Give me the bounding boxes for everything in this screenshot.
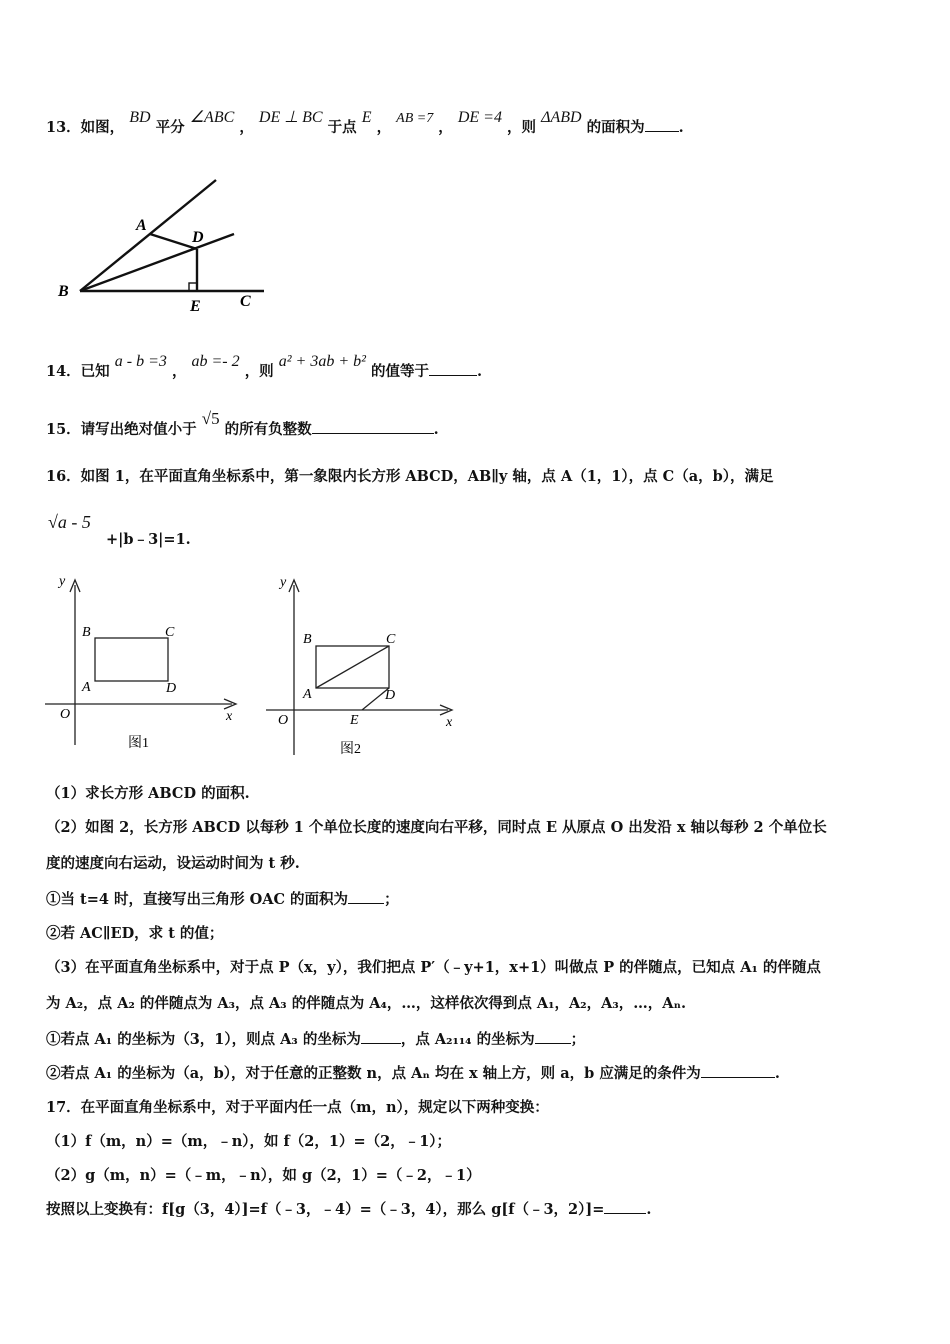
q13-text: 于点 (327, 119, 357, 136)
fig1-label-b: B (82, 625, 91, 640)
q13-text: ， (438, 119, 453, 136)
q16-line2: +|b﹣3|=1. (106, 531, 191, 548)
fig1-label-d: D (166, 681, 177, 696)
fig1-label-y: y (59, 574, 66, 589)
q13-math-perp: DE ⊥ BC (258, 109, 323, 126)
fig2-label-y: y (280, 575, 287, 590)
q16-part3-q2-blank[interactable] (701, 1063, 775, 1078)
q16-part3-q2-end: . (774, 1065, 780, 1082)
q15-math-sqrt: √5 (201, 409, 220, 428)
q13-text: ， (239, 119, 254, 136)
fig13-label-b: B (58, 283, 69, 300)
q13-answer-blank[interactable] (645, 117, 679, 132)
fig2-label-o: O (278, 713, 289, 728)
q13-math-angle: ∠ABC (189, 109, 235, 126)
q14-math-3: a² + 3ab + b² (278, 353, 366, 370)
fig1-label-c: C (165, 625, 175, 640)
q13-end: . (678, 119, 684, 136)
q17-line2: （1）f（m，n）=（m，﹣n），如 f（2，1）=（2，﹣1）； (46, 1133, 452, 1150)
q16-line1: 16．如图 1，在平面直角坐标系中，第一象限内长方形 ABCD，AB∥y 轴，点 A（1，1），点 C（a，b），满足 (46, 468, 774, 485)
q16-part2-line1: （2）如图 2，长方形 ABCD 以每秒 1 个单位长度的速度向右平移，同时点 E 从原点 O 出发沿 x 轴以每秒 2 个单位长 (46, 819, 827, 836)
fig13-label-a: A (136, 217, 147, 234)
q13-math-e: E (361, 109, 372, 126)
q13-text: 的面积为 (586, 119, 645, 136)
fig13-label-c: C (240, 293, 251, 310)
q16-part3-line2: 为 A₂，点 A₂ 的伴随点为 A₃，点 A₃ 的伴随点为 A₄，…，这样依次得到点 A₁，A₂，A₃，…，Aₙ. (46, 995, 687, 1012)
q13-number: 13．如图， (46, 119, 125, 136)
fig2-label-b: B (303, 632, 312, 647)
q15-line (46, 409, 439, 439)
q17-line4 (46, 1198, 651, 1219)
q17-line3: （2）g（m，n）=（﹣m，﹣n），如 g（2，1）=（﹣2，﹣1） (46, 1167, 481, 1184)
q16-part3-q2-text: ②若点 A₁ 的坐标为（a，b），对于任意的正整数 n，点 Aₙ 均在 x 轴上方，则 a，b 应满足的条件为 (46, 1065, 701, 1082)
q16-part3-line1: （3）在平面直角坐标系中，对于点 P（x，y），我们把点 P′（﹣y+1，x+1）叫做点 P 的伴随点，已知点 A₁ 的伴随点 (46, 959, 821, 976)
q16-part2-q1-text: ①当 t=4 时，直接写出三角形 OAC 的面积为 (46, 891, 349, 908)
fig2-caption: 图2 (340, 742, 361, 757)
q14-number: 14．已知 (46, 363, 110, 380)
q14-text: 的值等于 (371, 363, 429, 380)
fig1-label-x: x (226, 709, 233, 724)
q14-text: ，则 (244, 363, 274, 380)
q16-part3-q1-text: ①若点 A₁ 的坐标为（3，1），则点 A₃ 的坐标为 (46, 1031, 361, 1048)
q13-text: ， (376, 119, 392, 136)
fig2-label-e: E (350, 713, 359, 728)
q13-math-ab: AB =7 (396, 111, 434, 126)
q16-part2-q2: ②若 AC∥ED，求 t 的值； (46, 925, 224, 942)
q15-text: 的所有负整数 (224, 421, 312, 438)
q17-line4-text: 按照以上变换有：f[g（3，4）]=f（﹣3，﹣4）=（﹣3，4），那么 g[f（﹣3，2）]= (46, 1201, 605, 1218)
q14-line (46, 353, 483, 381)
q17-end: . (646, 1201, 652, 1218)
figure-2 (262, 570, 467, 760)
q16-part2-line2: 度的速度向右运动，设运动时间为 t 秒. (46, 855, 300, 872)
q16-part3-q2 (46, 1062, 780, 1083)
q17-line1: 17．在平面直角坐标系中，对于平面内任一点（m，n），规定以下两种变换： (46, 1099, 549, 1116)
q16-sqrt-expression: √a - 5 (48, 512, 91, 532)
q13-text: ，则 (507, 119, 537, 136)
q14-math-2: ab =- 2 (191, 353, 240, 370)
q14-text: ， (171, 363, 187, 380)
q16-part3-q1-end: ； (570, 1031, 586, 1048)
fig1-label-a: A (82, 680, 91, 695)
q15-number: 15．请写出绝对值小于 (46, 421, 197, 438)
fig1-label-o: O (60, 707, 71, 722)
fig2-label-d: D (385, 688, 396, 703)
figure-q13 (44, 172, 274, 322)
fig2-label-a: A (303, 687, 312, 702)
q13-math-bd: BD (129, 109, 151, 126)
q13-text: 平分 (155, 119, 185, 136)
q16-part2-q1-blank[interactable] (348, 889, 384, 904)
q16-part2-q1-end: ； (384, 891, 399, 908)
fig2-label-x: x (446, 715, 453, 730)
q16-part3-q1 (46, 1028, 585, 1049)
fig1-caption: 图1 (128, 736, 149, 751)
figure-1 (40, 570, 245, 755)
q13-line (46, 109, 684, 137)
q16-part2-q1 (46, 888, 399, 909)
q13-math-de: DE =4 (457, 109, 502, 126)
q13-math-triangle: ΔABD (541, 109, 582, 126)
q15-answer-blank[interactable] (312, 419, 434, 434)
q14-math-1: a - b =3 (114, 353, 167, 370)
q15-end: . (433, 421, 439, 438)
fig13-label-e: E (190, 298, 201, 315)
q16-part3-q1-mid: ，点 A₂₁₁₄ 的坐标为 (400, 1031, 535, 1048)
q14-answer-blank[interactable] (429, 361, 477, 376)
q14-end: . (477, 363, 483, 380)
q16-part3-q1-blank-a[interactable] (361, 1029, 401, 1044)
fig13-label-d: D (192, 229, 204, 246)
q16-part1: （1）求长方形 ABCD 的面积. (46, 785, 250, 802)
q17-answer-blank[interactable] (604, 1199, 646, 1214)
q16-part3-q1-blank-b[interactable] (535, 1029, 571, 1044)
fig2-label-c: C (386, 632, 396, 647)
